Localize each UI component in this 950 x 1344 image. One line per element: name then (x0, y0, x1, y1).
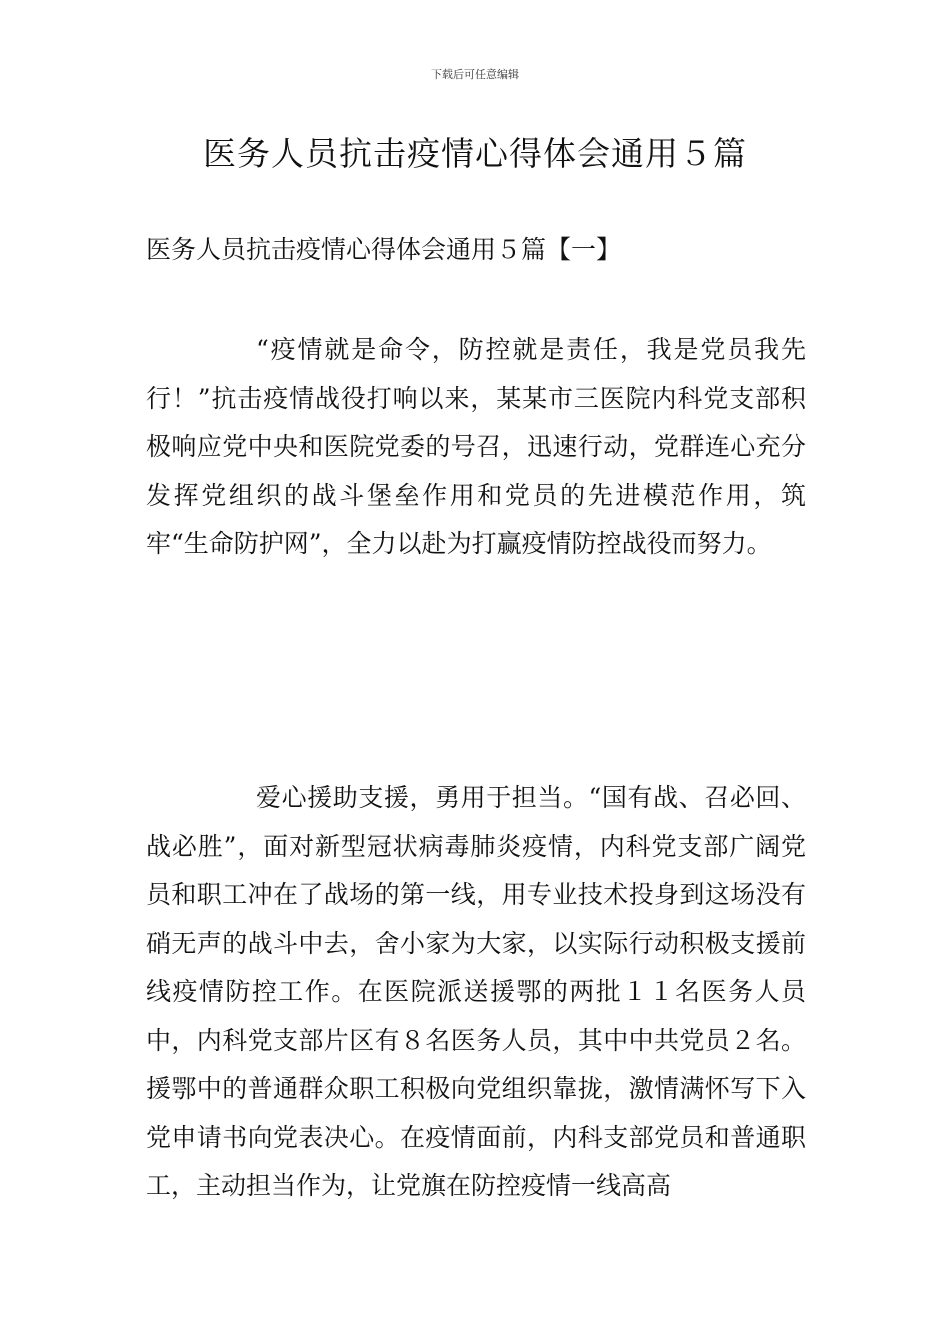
page-header-note: 下载后可任意编辑 (431, 68, 519, 81)
body-paragraph: “疫情就是命令，防控就是责任，我是党员我先行！”抗击疫情战役打响以来，某某市三医院内科党支部积极响应党中央和医院党委的号召，迅速行动，党群连心充分发挥党组织的战斗堡垒作用和党员的先进模范作用，筑牢“生命防护网”，全力以赴为打赢疫情防控战役而努力。 (146, 335, 806, 558)
body-paragraph: 爱心援助支援，勇用于担当。“国有战、召必回、战必胜”，面对新型冠状病毒肺炎疫情，内科党支部广阔党员和职工冲在了战场的第一线，用专业技术投身到这场没有硝无声的战斗中去，舍小家为大家，以实际行动积极支援前线疫情防控工作。在医院派送援鄂的两批１１名医务人员中，内科党支部片区有８名医务人员，其中中共党员２名。援鄂中的普通群众职工积极向党组织靠拢，激情满怀写下入党申请书向党表决心。在疫情面前，内科支部党员和普通职工，主动担当作为，让党旗在防控疫情一线高高 (146, 783, 806, 1200)
document-title: 医务人员抗击疫情心得体会通用５篇 (203, 134, 747, 173)
section-heading: 医务人员抗击疫情心得体会通用５篇【一】 (146, 235, 622, 264)
